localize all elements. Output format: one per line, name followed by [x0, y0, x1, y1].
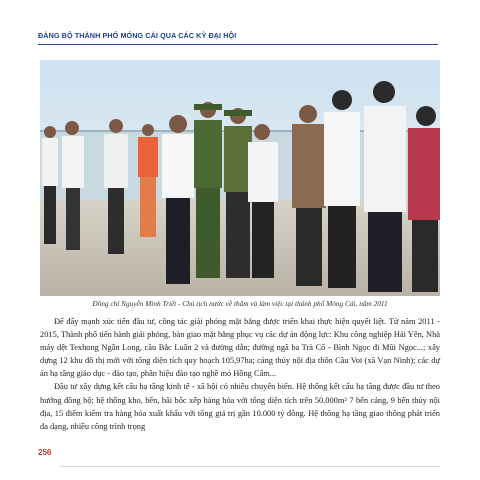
footer-rule [60, 466, 440, 467]
photo-figure [40, 60, 440, 296]
running-header: ĐẢNG BỘ THÀNH PHỐ MÓNG CÁI QUA CÁC KỲ ĐẠI HỘI [38, 31, 237, 40]
paragraph-1: Để đẩy mạnh xúc tiến đầu tư, công tác giải phóng mặt bằng được triển khai thực hiện quyết liệt. Từ năm 2011 - 2015, Thành phố tiến hành giải phóng, bàn giao mặt bằng phục vụ các dự án động lực: Khu công nghiệp Hải Yên, Nhà máy dệt Texhong Ngân Long, cầu Bắc Luân 2 và đường dẫn; đường ngã ba Trà Cổ - Bình Ngọc đi Mũi Ngọc...; xây dựng 12 khu đô thị mới với tổng diện tích quy hoạch 105,97ha; cảng thủy nội địa thôn Cầu Voi (xã Vạn Ninh); các dự án hạ tầng giáo dục - đào tạo, phân hiệu đào tạo nghề mỏ Hồng Cẩm... [40, 317, 440, 379]
paragraph-2: Đầu tư xây dựng kết cấu hạ tầng kinh tế - xã hội có nhiều chuyển biến. Hệ thống kết cấu hạ tầng được đầu tư theo hướng đồng bộ; hệ thống kho, bến, bãi bốc xếp hàng hóa với tổng diện tích trên 50.000m² 7 bến cảng, 9 bến thủy nội địa, 15 điểm kiểm tra hàng hóa xuất khẩu với tổng giá trị gần 10.000 tỷ đồng. Hệ thống hạ tầng giao thông phát triển đa dạng, nhiều công trình trọng [40, 382, 440, 431]
page-number: 256 [38, 448, 52, 457]
photo-caption: Đồng chí Nguyễn Minh Triết - Chủ tịch nước về thăm và làm việc tại thành phố Móng Cái, năm 2011 [92, 299, 388, 308]
article-body [40, 315, 440, 433]
header-rule [38, 44, 438, 45]
photo-illustration [40, 60, 440, 296]
